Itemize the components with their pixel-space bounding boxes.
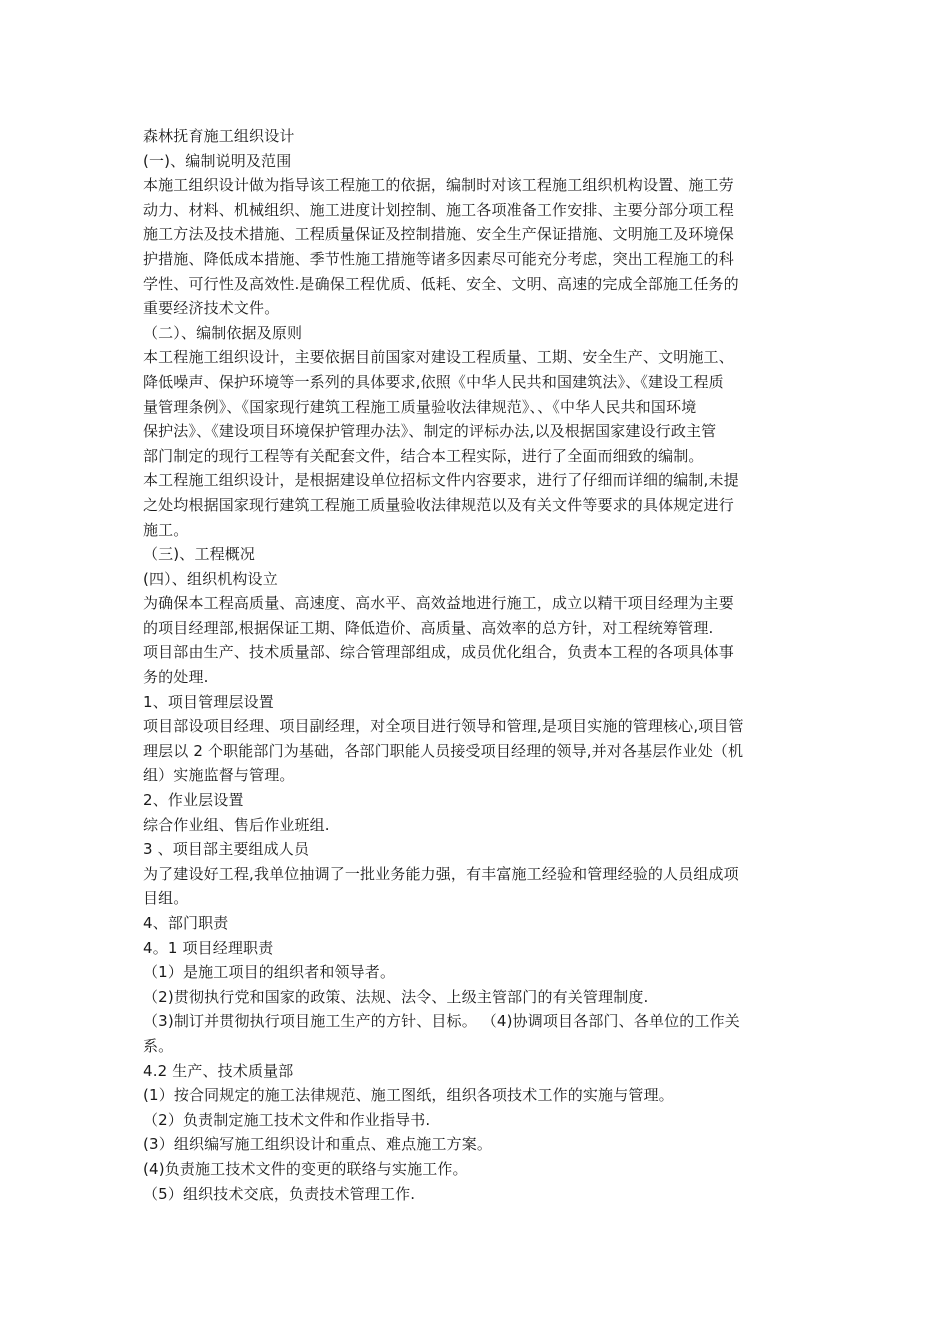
document-title: 森林抚育施工组织设计 — [143, 127, 295, 145]
list-item: （2）负责制定施工技术文件和作业指导书. — [143, 1110, 431, 1129]
body-line: 本施工组织设计做为指导该工程施工的依据，编制时对该工程施工组织机构设置、施工劳 — [143, 176, 734, 195]
section-heading: （二）、编制依据及原则 — [143, 323, 303, 342]
body-line: 为了建设好工程,我单位抽调了一批业务能力强，有丰富施工经验和管理经验的人员组成项 — [143, 864, 739, 883]
list-item: (1）按合同规定的施工法律规范、施工图纸，组织各项技术工作的实施与管理。 — [143, 1086, 674, 1105]
list-item: （5）组织技术交底，负责技术管理工作. — [143, 1184, 416, 1203]
list-item: （2)贯彻执行党和国家的政策、法规、法令、上级主管部门的有关管理制度. — [143, 987, 649, 1006]
body-line: 学性、可行性及高效性.是确保工程优质、低耗、安全、文明、高速的完成全部施工任务的 — [143, 274, 739, 293]
body-line: 本工程施工组织设计，主要依据目前国家对建设工程质量、工期、安全生产、文明施工、 — [143, 348, 734, 367]
body-line: 项目部设项目经理、项目副经理，对全项目进行领导和管理,是项目实施的管理核心,项目管 — [143, 717, 744, 736]
body-line: 的项目经理部,根据保证工期、降低造价、高质量、高效率的总方针，对工程统筹管理. — [143, 618, 714, 637]
body-line: 动力、材料、机械组织、施工进度计划控制、施工各项准备工作安排、主要分部分项工程 — [143, 200, 734, 219]
body-line: 部门制定的现行工程等有关配套文件，结合本工程实际，进行了全面而细致的编制。 — [143, 446, 704, 465]
body-line: 之处均根据国家现行建筑工程施工质量验收法律规范以及有关文件等要求的具体规定进行 — [143, 495, 734, 514]
section-heading: （三)、工程概况 — [143, 545, 256, 564]
body-line: 目组。 — [143, 889, 189, 908]
body-line: 重要经济技术文件。 — [143, 299, 280, 318]
subsection-heading: 4。1 项目经理职责 — [143, 938, 274, 957]
body-line: 理层以 2 个职能部门为基础，各部门职能人员接受项目经理的领导,并对各基层作业处（机 — [143, 741, 744, 760]
body-line: 施工方法及技术措施、工程质量保证及控制措施、安全生产保证措施、文明施工及环境保 — [143, 225, 734, 244]
body-line: 施工。 — [143, 520, 189, 539]
subsection-heading: 4.2 生产、技术质量部 — [143, 1061, 294, 1080]
section-heading: (四）、组织机构设立 — [143, 569, 278, 588]
list-item: （3)制订并贯彻执行项目施工生产的方针、目标。 （4)协调项目各部门、各单位的工作关 — [143, 1012, 740, 1031]
subsection-heading: 4、部门职责 — [143, 914, 229, 932]
body-line: 务的处理. — [143, 668, 209, 687]
subsection-heading: 3 、项目部主要组成人员 — [143, 840, 310, 859]
list-item: (4)负责施工技术文件的变更的联络与实施工作。 — [143, 1159, 468, 1178]
body-line: 综合作业组、售后作业班组. — [143, 815, 330, 834]
body-line: 降低噪声、保护环境等一系列的具体要求,依照《中华人民共和国建筑法》、《建设工程质 — [143, 372, 724, 391]
body-line: 本工程施工组织设计，是根据建设单位招标文件内容要求，进行了仔细而详细的编制,未提 — [143, 471, 739, 490]
body-line: 为确保本工程高质量、高速度、高水平、高效益地进行施工，成立以精干项目经理为主要 — [143, 594, 734, 613]
body-line: 量管理条例》、《国家现行建筑工程施工质量验收法律规范》、、《中华人民共和国环境 — [143, 397, 697, 416]
list-item: （1）是施工项目的组织者和领导者。 — [143, 963, 396, 982]
list-item: (3）组织编写施工组织设计和重点、难点施工方案。 — [143, 1135, 492, 1154]
subsection-heading: 2、作业层设置 — [143, 791, 244, 810]
section-heading: (一)、编制说明及范围 — [143, 151, 292, 170]
subsection-heading: 1、项目管理层设置 — [143, 692, 274, 711]
document-body — [143, 124, 809, 1206]
body-line: 组）实施监督与管理。 — [143, 766, 295, 785]
body-line: 保护法》、《建设项目环境保护管理办法》、制定的评标办法,以及根据国家建设行政主管 — [143, 422, 717, 441]
body-line: 护措施、降低成本措施、季节性施工措施等诸多因素尽可能充分考虑，突出工程施工的科 — [143, 249, 734, 268]
list-item: 系。 — [143, 1036, 174, 1055]
body-line: 项目部由生产、技术质量部、综合管理部组成，成员优化组合，负责本工程的各项具体事 — [143, 643, 734, 662]
